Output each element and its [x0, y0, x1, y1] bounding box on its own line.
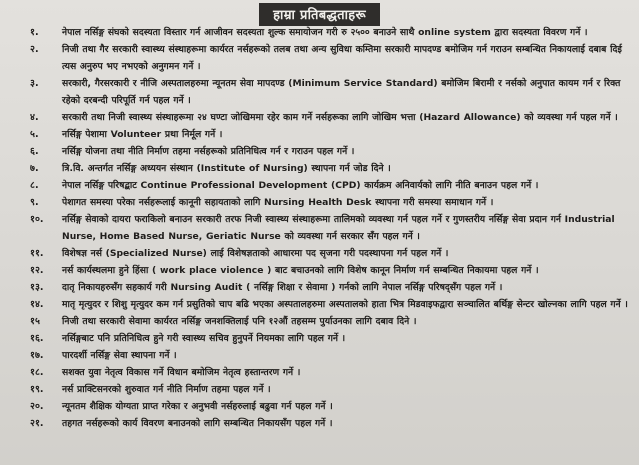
list-item — [0, 177, 639, 194]
item-text: निजी तथा सरकारी सेवामा कार्यरत नर्सिङ्ग जनशक्तिलाई पनि १२औं तहसम्म पुर्याउनका लागि दबाव दिने । — [62, 316, 417, 327]
item-number: ४. — [30, 112, 39, 123]
list-item — [0, 24, 639, 41]
item-number: ९. — [30, 197, 39, 208]
item-number: ८. — [30, 180, 39, 191]
list-item — [0, 245, 639, 262]
item-text: सरकारी, गैरसरकारी र नीजि अस्पतालहरुमा न्यूनतम सेवा मापदण्ड (Minimum Service Standard) बमोजिम बिरामी र नर्सको अनुपात कायम गर्न र रिक्त रहेको दरबन्दी परिपूर्ति गर्न पहल गर्ने । — [62, 78, 621, 106]
item-text: सशक्त युवा नेतृत्व विकास गर्ने विधान बमोजिम नेतृत्व हस्तान्तरण गर्ने । — [62, 367, 301, 378]
item-text: न्यूनतम शैक्षिक योग्यता प्राप्त गरेका र अनुभवी नर्सहरुलाई बढुवा गर्न पहल गर्ने । — [62, 401, 333, 412]
item-text: नेपाल नर्सिङ्ग संघको सदस्यता विस्तार गर्न आजीवन सदस्यता शुल्क समायोजन गरी रु २५०० बनाउने साथै online system द्वारा सदस्यता विवरण गर्ने । — [62, 27, 588, 38]
item-number: ३. — [30, 78, 39, 89]
list-item — [0, 109, 639, 126]
list-item — [0, 347, 639, 364]
item-text: मातृ मृत्युदर र शिशु मृत्युदर कम गर्न प्रसुतिको चाप बढि भएका अस्पतालहरुमा अस्पतालको हाता भित्र मिडवाइफद्वारा सञ्चालित बर्थिङ्ग सेन्टर खोल्नका लागि पहल गर्ने । — [62, 299, 628, 310]
item-number: १९. — [30, 384, 44, 395]
document-title: हाम्रा प्रतिबद्धताहरू — [259, 3, 380, 26]
item-text: पेशागत समस्या परेका नर्सहरूलाई कानूनी सहायताको लागि Nursing Health Desk स्थापना गरी समस्या समाधान गर्ने । — [62, 197, 494, 208]
list-item — [0, 143, 639, 160]
item-number: ६. — [30, 146, 39, 157]
item-text: दातृ निकायहरुसँग सहकार्य गरी Nursing Audit ( नर्सिङ्ग शिक्षा र सेवामा ) गर्नको लागि नेपाल नर्सिङ्ग परिषद्सँग पहल गर्ने । — [62, 282, 503, 293]
list-item — [0, 398, 639, 415]
item-number: ११. — [30, 248, 44, 259]
item-text: नर्सिङ्ग सेवाको दायरा फराकिलो बनाउन सरकारी तरफ निजी स्वास्थ्य संस्थाहरूमा तालिमको व्यवस्था गर्न पहल गर्ने र गुणस्तरीय नर्सिङ्ग सेवा प्रदान गर्न Industrial Nurse, Home Based Nurse, Geriatic Nurse को व्यवस्था गर्न सरकार सँग पहल गर्ने । — [62, 214, 615, 242]
item-text: नर्सिङ्ग पेशामा Volunteer प्रथा निर्मूल गर्ने । — [62, 129, 223, 140]
list-item — [0, 330, 639, 347]
item-number: २. — [30, 44, 39, 55]
item-number: १५ — [30, 316, 40, 327]
item-text: नर्सिङ्ग योजना तथा नीति निर्माण तहमा नर्सहरूको प्रतिनिधित्व गर्न र गराउन पहल गर्ने । — [62, 146, 355, 157]
title-wrap — [0, 3, 639, 26]
item-number: १. — [30, 27, 39, 38]
item-text: नर्स प्राक्टिसनरको शुरुवात गर्न नीति निर्माण तहमा पहल गर्ने । — [62, 384, 271, 395]
list-item — [0, 41, 639, 75]
commitments-list — [0, 24, 639, 432]
item-number: १०. — [30, 214, 44, 225]
item-number: २०. — [30, 401, 44, 412]
item-text: त्रि.वि. अन्तर्गत नर्सिङ्ग अध्ययन संस्थान (Institute of Nursing) स्थापना गर्न जोड दिने । — [62, 163, 391, 174]
list-item — [0, 262, 639, 279]
list-item — [0, 126, 639, 143]
list-item — [0, 364, 639, 381]
list-item — [0, 160, 639, 177]
item-text: नर्सिङ्गबाट पनि प्रतिनिधित्व हुने गरी स्वास्थ्य सचिव हुनुपर्ने नियमका लागि पहल गर्ने । — [62, 333, 346, 344]
item-number: १२. — [30, 265, 44, 276]
list-item — [0, 415, 639, 432]
list-item — [0, 211, 639, 245]
item-number: २१. — [30, 418, 44, 429]
item-number: ५. — [30, 129, 39, 140]
item-number: १८. — [30, 367, 44, 378]
item-number: १६. — [30, 333, 44, 344]
item-text: नर्स कार्यस्थलमा हुने हिंसा ( work place violence ) बाट बचाउनको लागि विशेष कानून निर्माण गर्न सम्बन्धित निकायमा पहल गर्ने । — [62, 265, 539, 276]
item-number: १४. — [30, 299, 44, 310]
list-item — [0, 296, 639, 313]
item-number: १७. — [30, 350, 44, 361]
item-text: नेपाल नर्सिङ्ग परिषद्बाट Continue Professional Development (CPD) कार्यक्रम अनिवार्यको लागि नीति बनाउन पहल गर्ने । — [62, 180, 539, 191]
item-number: १३. — [30, 282, 44, 293]
list-item — [0, 381, 639, 398]
list-item — [0, 75, 639, 109]
item-text: विशेषज्ञ नर्स (Specialized Nurse) लाई विशेषज्ञताको आधारमा पद सृजना गरी पदस्थापना गर्न पहल गर्ने । — [62, 248, 449, 259]
item-text: सरकारी तथा निजी स्वास्थ्य संस्थाहरूमा २४ घण्टा जोखिममा रहेर काम गर्ने नर्सहरूका लागि जोखिम भत्ता (Hazard Allowance) को व्यवस्था गर्न पहल गर्ने । — [62, 112, 618, 123]
item-text: पारदर्शी नर्सिङ्ग सेवा स्थापना गर्ने । — [62, 350, 177, 361]
list-item — [0, 279, 639, 296]
list-item — [0, 313, 639, 330]
list-item — [0, 194, 639, 211]
item-number: ७. — [30, 163, 39, 174]
item-text: तहगत नर्सहरूको कार्य विवरण बनाउनको लागि सम्बन्धित निकायसँग पहल गर्ने । — [62, 418, 333, 429]
item-text: निजी तथा गैर सरकारी स्वास्थ्य संस्थाहरूमा कार्यरत नर्सहरूको तलब तथा अन्य सुविधा कम्तिमा सरकारी मापदण्ड बमोजिम गर्न गराउन सम्बन्धित निकायलाई दबाब दिई त्यस अनुरुप भए नभएको अनुगमन गर्ने । — [62, 44, 622, 72]
